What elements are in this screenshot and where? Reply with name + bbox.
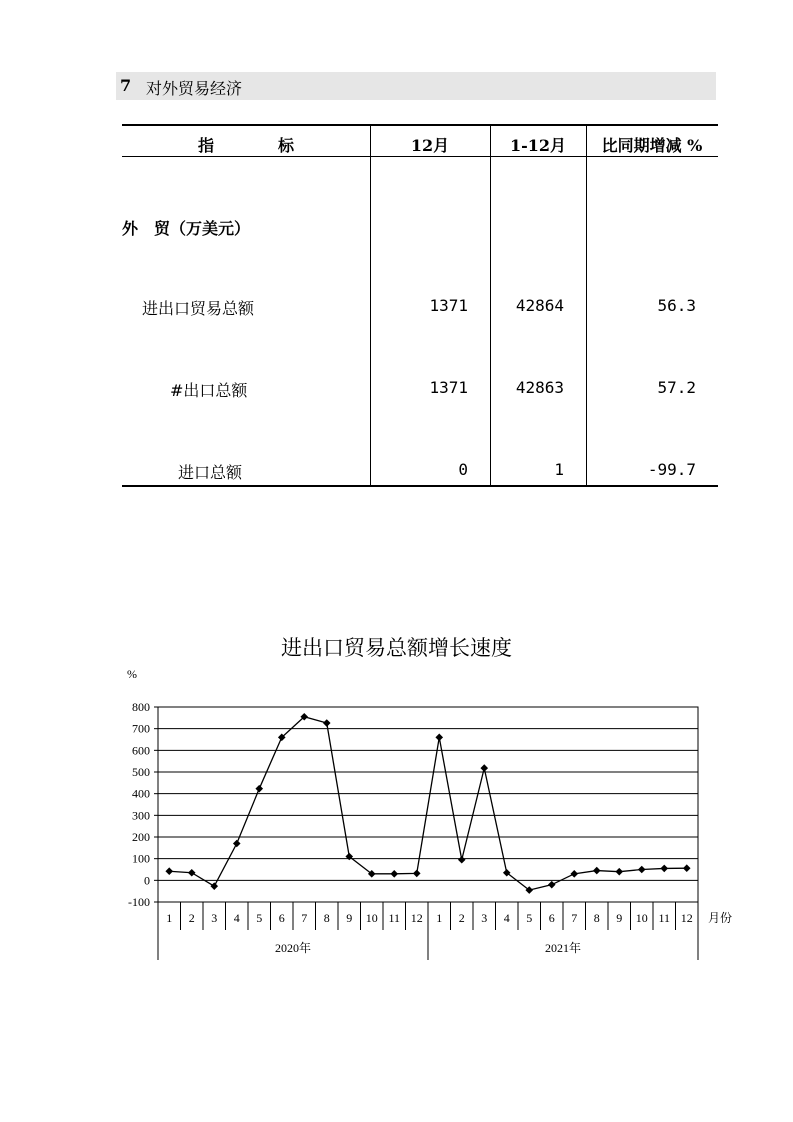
data-point [638,866,646,874]
x-tick-label: 1 [166,911,173,925]
data-point [165,867,173,875]
row-change-value: -99.7 [647,460,696,479]
data-point [548,881,556,889]
x-tick-label: 3 [211,911,218,925]
year-label: 2020年 [274,941,312,955]
y-tick-label: 300 [132,808,150,823]
data-point [435,734,443,742]
data-point [210,882,218,890]
y-tick-label: 600 [132,743,150,758]
data-point [458,856,466,864]
row-change-value: 57.2 [657,378,696,397]
chart-title: 进出口贸易总额增长速度 [281,636,512,660]
data-point [593,867,601,875]
x-tick-label: 8 [593,911,600,925]
y-tick-label: 100 [132,851,150,866]
row-cumulative-value: 1 [554,460,564,479]
y-tick-label: 200 [132,830,150,844]
data-point [615,868,623,876]
data-point [683,864,691,872]
data-point [323,719,331,727]
x-tick-label: 7 [571,911,578,925]
y-tick-label: 0 [144,873,150,888]
row-month-value: 0 [458,460,468,479]
x-tick-label: 4 [503,911,510,925]
x-tick-label: 2 [188,911,195,925]
x-tick-label: 9 [616,911,623,925]
x-tick-label: 4 [233,911,240,925]
header-month: 12月 [410,136,450,155]
y-tick-label: 800 [132,700,150,714]
x-tick-label: 5 [526,911,533,925]
row-month-value: 1371 [429,296,468,315]
row-label: #出口总额 [170,381,248,400]
series-line [169,717,687,890]
x-tick-label: 12 [410,911,423,925]
row-cumulative-value: 42863 [515,378,564,397]
x-tick-label: 10 [365,911,378,925]
row-label: 进口总额 [178,463,243,482]
data-point [188,869,196,877]
row-change-value: 56.3 [657,296,696,315]
x-tick-label: 12 [680,911,693,925]
x-tick-label: 9 [346,911,353,925]
header-cumulative: 1-12月 [509,136,567,155]
data-point [660,865,668,873]
year-label: 2021年 [544,941,582,955]
data-point [390,870,398,878]
x-tick-label: 2 [458,911,465,925]
row-cumulative-value: 42864 [515,296,564,315]
data-point [233,840,241,848]
y-tick-label: 500 [132,765,150,779]
data-point [480,764,488,772]
y-tick-label: -100 [128,895,150,909]
x-tick-label: 10 [635,911,648,925]
data-point [255,785,263,793]
row-label: 进出口贸易总额 [142,299,255,318]
y-tick-label: 400 [132,786,150,801]
x-tick-label: 1 [436,911,443,925]
section-title: 对外贸易经济 [146,79,243,98]
data-point [570,870,578,878]
x-tick-label: 11 [658,911,671,925]
y-axis-unit: % [127,667,137,681]
x-tick-label: 8 [323,911,330,925]
data-point [413,870,421,878]
x-axis-label: 月份 [708,911,733,925]
x-tick-label: 3 [481,911,488,925]
header-change: 比同期增减 % [601,136,703,155]
x-tick-label: 6 [548,911,555,925]
section-number: 7 [120,76,132,95]
header-indicator: 指 标 [197,136,294,155]
x-tick-label: 5 [256,911,263,925]
x-tick-label: 6 [278,911,285,925]
row-month-value: 1371 [429,378,468,397]
y-tick-label: 700 [132,721,150,736]
x-tick-label: 11 [388,911,401,925]
group-label: 外 贸（万美元） [122,219,251,238]
x-tick-label: 7 [301,911,308,925]
